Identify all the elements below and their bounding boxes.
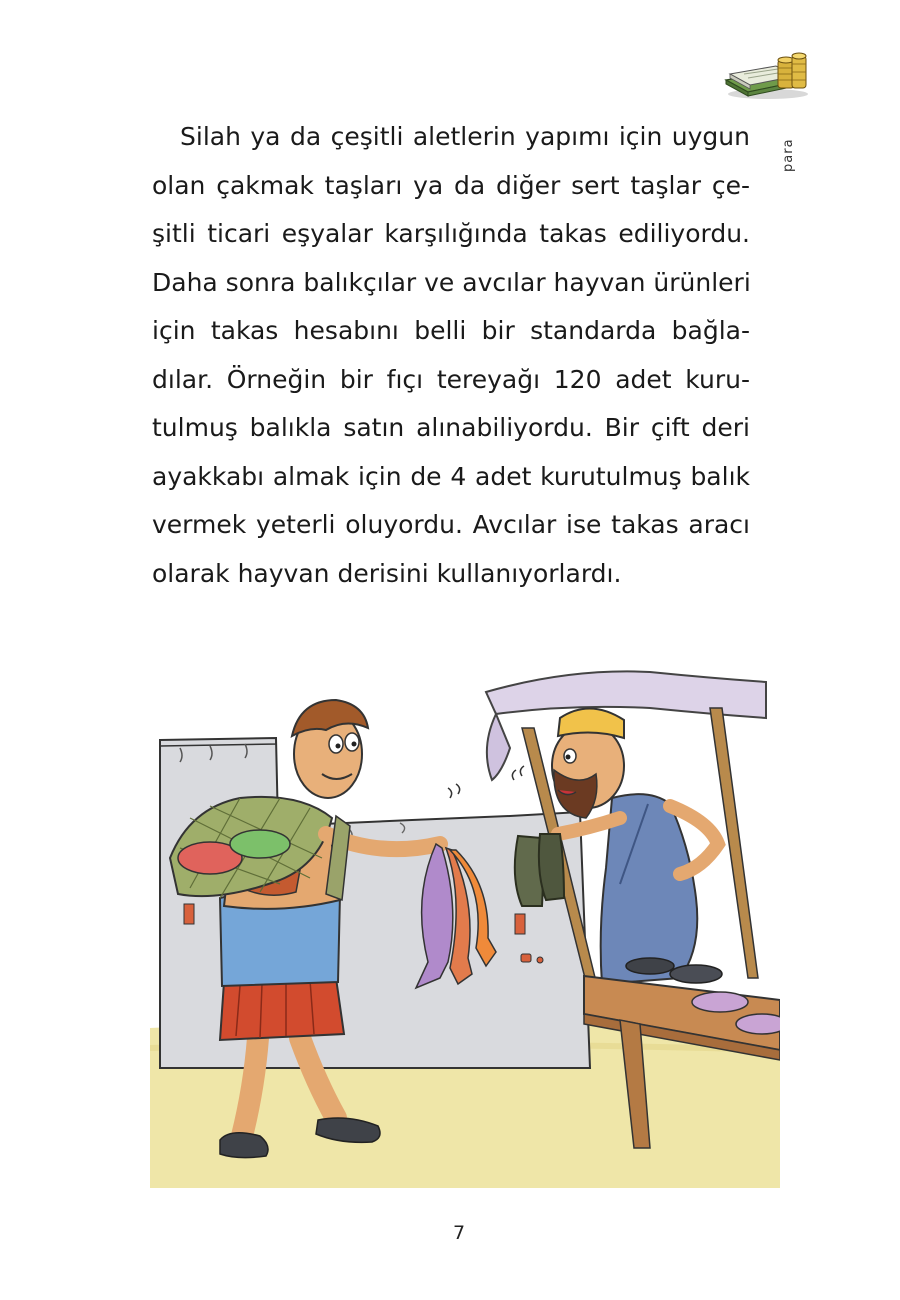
awning	[486, 671, 766, 718]
section-label: para	[781, 138, 796, 172]
text-line: olan çakmak taşları ya da diğer sert taşlar çe-	[152, 170, 750, 200]
left-sandal	[220, 1133, 268, 1158]
money-stack-icon	[722, 50, 810, 102]
pink-slipper	[692, 992, 748, 1012]
text-line: için takas hesabını belli bir standarda bağla-	[152, 316, 750, 345]
text-line: dılar. Örneğin bir fıçı tereyağı 120 adet kuru-	[152, 364, 750, 394]
text-line: tulmuş balıkla satın alınabiliyordu. Bir çift deri	[152, 413, 750, 442]
text-line: ayakkabı almak için de 4 adet kurutulmuş balık	[152, 461, 750, 491]
barter-market-illustration	[150, 648, 780, 1188]
body-paragraph	[152, 113, 750, 598]
text-line: Silah ya da çeşitli aletlerin yapımı için uygun	[180, 122, 750, 151]
text-line: olarak hayvan derisini kullanıyorlardı.	[152, 558, 622, 588]
page-number: 7	[452, 1222, 466, 1244]
text-line: vermek yeterli oluyordu. Avcılar ise takas aracı	[152, 510, 750, 539]
text-line: Daha sonra balıkçılar ve avcılar hayvan ürünleri	[152, 267, 751, 297]
text-line: şitli ticari eşyalar karşılığında takas ediliyordu.	[152, 219, 750, 248]
